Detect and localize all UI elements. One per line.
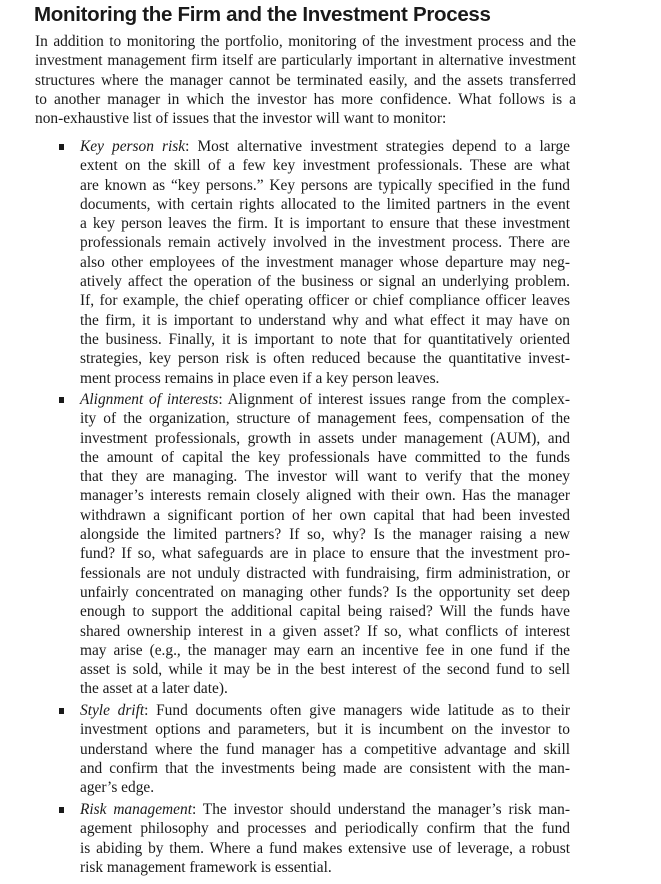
- text-line: strategies, key person risk is often reduced because the quantitative invest-: [80, 350, 570, 368]
- section-heading: Monitoring the Firm and the Investment Process: [34, 3, 491, 26]
- text-line: enough to support the additional capital being raised? Will the funds have: [80, 603, 570, 621]
- text-line: ity of the organization, structure of management fees, compensation of the: [80, 410, 570, 428]
- text-line: shared ownership interest in a given asset? If so, what conflicts of interest: [80, 622, 570, 640]
- list-item-style-drift: [80, 701, 570, 797]
- text-line: understand where the fund manager has a competitive advantage and skill: [80, 740, 570, 758]
- text-line: professionals remain actively involved in the investment process. There are: [80, 234, 570, 252]
- text-line: If, for example, the chief operating officer or chief compliance officer leaves: [80, 292, 570, 310]
- text-line: In addition to monitoring the portfolio, monitoring of the investment process and the: [35, 33, 576, 50]
- item-term: Key person risk: [80, 138, 186, 155]
- text-line: ment process remains in place even if a key person leaves.: [80, 369, 440, 387]
- item-text: : Fund documents often give managers wide latitude as to their: [144, 702, 570, 719]
- text-line: fund? If so, what safeguards are in place to ensure that the investment pro-: [80, 545, 570, 563]
- text-line: manager’s interests remain closely aligned with their own. Has the manager: [80, 487, 570, 505]
- text-line: ager’s edge.: [80, 779, 155, 797]
- text-line: are known as “key persons.” Key persons are typically specified in the fund: [80, 176, 570, 194]
- text-line: alongside the limited partners? If so, why? Is the manager raising a new: [80, 526, 570, 544]
- square-bullet-icon: [59, 807, 64, 813]
- text-line: the firm, it is important to understand why and what effect it may have on: [80, 311, 570, 329]
- text-line: extent on the skill of a few key investment professionals. These are what: [80, 157, 570, 175]
- text-line: the business. Finally, it is important to note that for quantitatively oriented: [80, 330, 570, 348]
- item-term: Alignment of interests: [80, 391, 219, 408]
- text-line: is abiding by them. Where a fund makes extensive use of leverage, a robust: [80, 839, 570, 857]
- item-text: : The investor should understand the manager’s risk man-: [191, 801, 570, 818]
- text-line: also other employees of the investment manager whose departure may neg-: [80, 253, 570, 271]
- text-line: investment options and parameters, but it is incumbent on the investor to: [80, 721, 570, 739]
- text-line: fessionals are not unduly distracted with fundraising, firm administration, or: [80, 564, 570, 582]
- text-line: a key person leaves the firm. It is important to ensure that these investment: [80, 215, 570, 233]
- square-bullet-icon: [59, 708, 64, 714]
- text-line: the amount of capital the key professionals have committed to the funds: [80, 448, 570, 466]
- item-term: Risk management: [80, 801, 192, 818]
- text-line: unfairly concentrated on managing other funds? Is the opportunity set deep: [80, 583, 570, 601]
- item-text: : Alignment of interest issues range from the complex-: [218, 391, 570, 408]
- text-line: investment management firm itself are particularly important in alternative investment: [35, 52, 576, 70]
- square-bullet-icon: [59, 397, 64, 403]
- text-line: withdrawn a significant portion of her own capital that had been invested: [80, 506, 570, 524]
- intro-paragraph: [35, 32, 576, 128]
- text-line: and confirm that the investments being made are consistent with the man-: [80, 759, 570, 777]
- text-line: agement philosophy and processes and periodically confirm that the fund: [80, 820, 570, 838]
- text-line: asset is sold, while it may be in the best interest of the second fund to sell: [80, 661, 570, 679]
- list-item-key-person-risk: [80, 137, 570, 388]
- text-line: the asset at a later date).: [80, 680, 228, 698]
- text-line: may arise (e.g., the manager may earn an incentive fee in one fund if the: [80, 641, 570, 659]
- list-item-risk-management: [80, 800, 570, 877]
- item-text: : Most alternative investment strategies depend to a large: [185, 138, 570, 155]
- text-line: to another manager in which the investor has more confidence. What follows is a: [35, 90, 576, 108]
- text-line: documents, with certain rights allocated to the limited partners in the event: [80, 195, 570, 213]
- text-line: structures where the manager cannot be terminated easily, and the assets transferred: [35, 71, 576, 89]
- item-term: Style drift: [80, 702, 145, 719]
- square-bullet-icon: [59, 144, 64, 150]
- text-line: risk management framework is essential.: [80, 858, 332, 876]
- text-line: non-exhaustive list of issues that the investor will want to monitor:: [35, 110, 447, 128]
- text-line: atively affect the operation of the business or signal an underlying problem.: [80, 273, 570, 291]
- list-item-alignment-of-interests: [80, 390, 570, 699]
- text-line: investment professionals, growth in assets under management (AUM), and: [80, 429, 570, 447]
- text-line: that they are managing. The investor will want to verify that the money: [80, 468, 570, 486]
